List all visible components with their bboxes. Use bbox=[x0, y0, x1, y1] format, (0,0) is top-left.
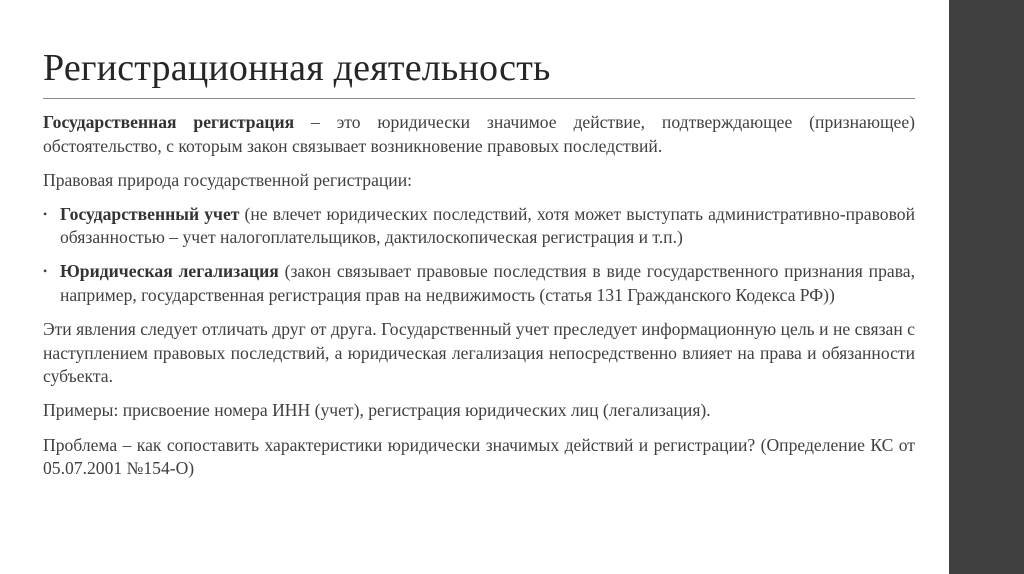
problem-paragraph: Проблема – как сопоставить характеристики юридически значимых действий и регистрации? (Определение КС от 05.07.2001 №154-О) bbox=[43, 434, 915, 479]
legal-nature-heading: Правовая природа государственной регистрации: bbox=[43, 169, 413, 190]
title-divider bbox=[43, 98, 915, 99]
definition-term: Государственная регистрация bbox=[43, 112, 295, 132]
bullet-icon: • bbox=[43, 206, 48, 221]
definition-paragraph bbox=[43, 111, 915, 158]
bullet-icon: • bbox=[43, 264, 48, 279]
distinction-paragraph: Эти явления следует отличать друг от друга. Государственный учет преследует информационную цель и не связан с наступлением правовых последствий, а юридическая легализация непосредственно влияет на права и обязанности субъекта. bbox=[43, 319, 915, 387]
right-sidebar-bar bbox=[949, 0, 1024, 574]
bullet-list bbox=[43, 203, 915, 308]
examples-paragraph: Примеры: присвоение номера ИНН (учет), регистрация юридических лиц (легализация). bbox=[43, 400, 711, 421]
bullet-text: (закон связывает правовые последствия в виде государственного признания права, например, государственная регистрация прав на недвижимость (статья 131 Гражданского Кодекса РФ)) bbox=[60, 261, 915, 306]
bullet-item-state-accounting bbox=[43, 203, 915, 250]
bullet-term: Юридическая легализация bbox=[60, 261, 279, 282]
bullet-term: Государственный учет bbox=[60, 203, 240, 224]
bullet-item-legalization bbox=[43, 260, 915, 307]
bullet-text: (не влечет юридических последствий, хотя может выступать административно-правовой обязанностью – учет налогоплательщиков, дактилоскопическая регистрация и т.п.) bbox=[60, 203, 916, 248]
definition-text: – это юридически значимое действие, подтверждающее (признающее) обстоятельство, с которым закон связывает возникновение правовых последствий. bbox=[43, 112, 916, 156]
slide-title: Регистрационная деятельность bbox=[43, 47, 551, 89]
slide-body bbox=[43, 111, 915, 491]
